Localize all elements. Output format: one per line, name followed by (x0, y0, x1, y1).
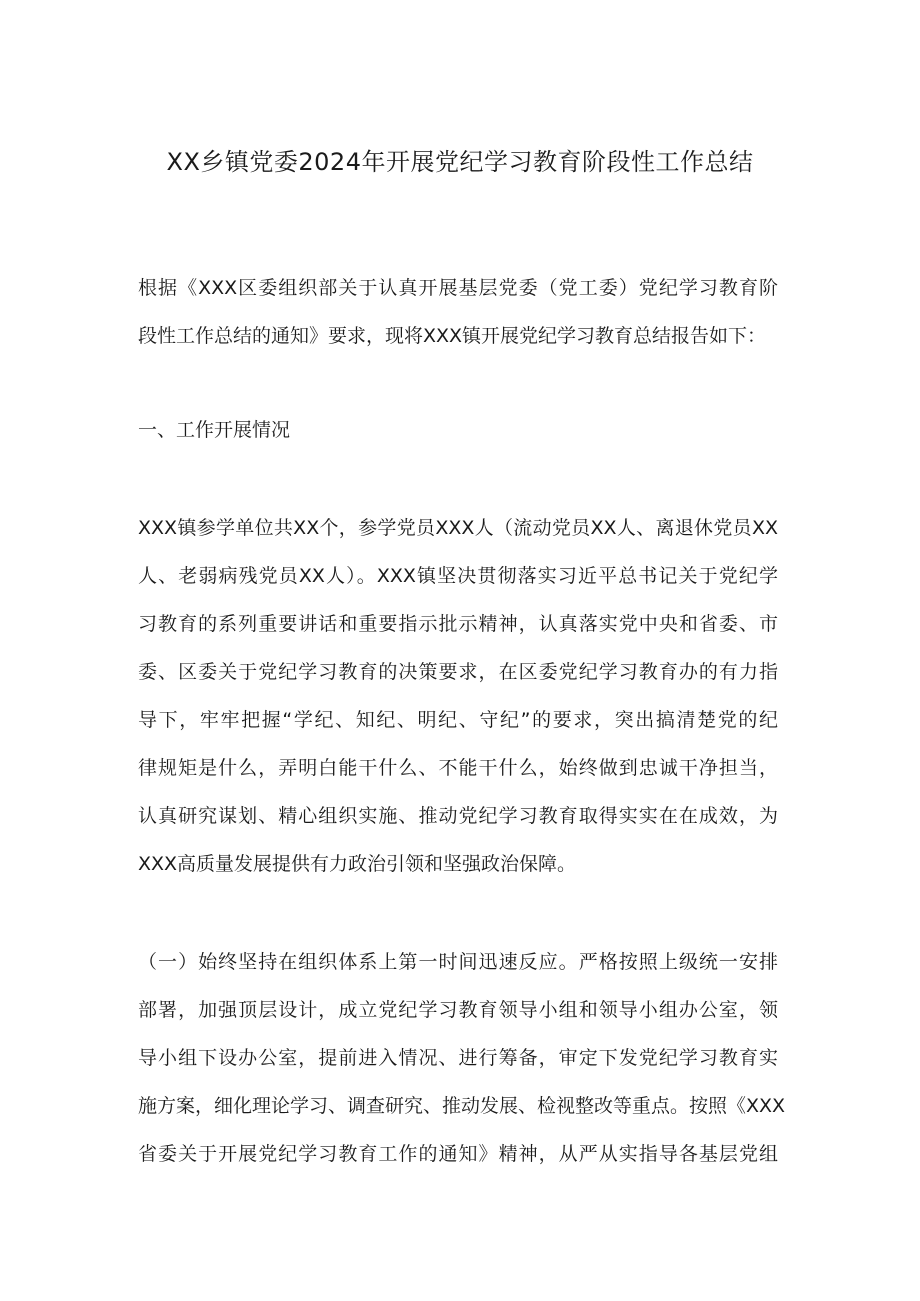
text-line: 施方案，细化理论学习、调查研究、推动发展、检视整改等重点。按照《XXX (138, 1095, 786, 1117)
document-title: XX乡镇党委2024年开展党纪学习教育阶段性工作总结 (166, 148, 754, 176)
text-line: XXX高质量发展提供有力政治引领和坚强政治保障。 (138, 853, 577, 875)
body-paragraph-1 (138, 504, 778, 888)
text-line: 律规矩是什么，弄明白能干什么、不能干什么，始终做到忠诚干净担当， (138, 757, 778, 779)
text-line: 段性工作总结的通知》要求，现将XXX镇开展党纪学习教育总结报告如下： (138, 325, 767, 347)
text-line: 导下，牢牢把握“学纪、知纪、明纪、守纪”的要求，突出搞清楚党的纪 (138, 709, 778, 731)
text-line: 部署，加强顶层设计，成立党纪学习教育领导小组和领导小组办公室，领 (138, 999, 778, 1021)
text-line: （一）始终坚持在组织体系上第一时间迅速反应。严格按照上级统一安排 (138, 951, 778, 973)
text-line: 认真研究谋划、精心组织实施、推动党纪学习教育取得实实在在成效，为 (138, 805, 778, 827)
heading-text: 一、工作开展情况 (138, 419, 291, 441)
intro-paragraph (138, 264, 778, 360)
text-line: 省委关于开展党纪学习教育工作的通知》精神，从严从实指导各基层党组 (138, 1143, 778, 1165)
body-paragraph-2 (138, 938, 786, 1178)
text-line: 根据《XXX区委组织部关于认真开展基层党委（党工委）党纪学习教育阶 (138, 277, 778, 299)
text-line: 导小组下设办公室，提前进入情况、进行筹备，审定下发党纪学习教育实 (138, 1047, 778, 1069)
text-line: 委、区委关于党纪学习教育的决策要求，在区委党纪学习教育办的有力指 (138, 661, 778, 683)
section-heading (138, 406, 778, 454)
text-line: 人、老弱病残党员XX人）。XXX镇坚决贯彻落实习近平总书记关于党纪学 (138, 565, 778, 587)
text-line: XXX镇参学单位共XX个，参学党员XXX人（流动党员XX人、离退休党员XX (138, 517, 778, 539)
text-line: 习教育的系列重要讲话和重要指示批示精神，认真落实党中央和省委、市 (138, 613, 778, 635)
